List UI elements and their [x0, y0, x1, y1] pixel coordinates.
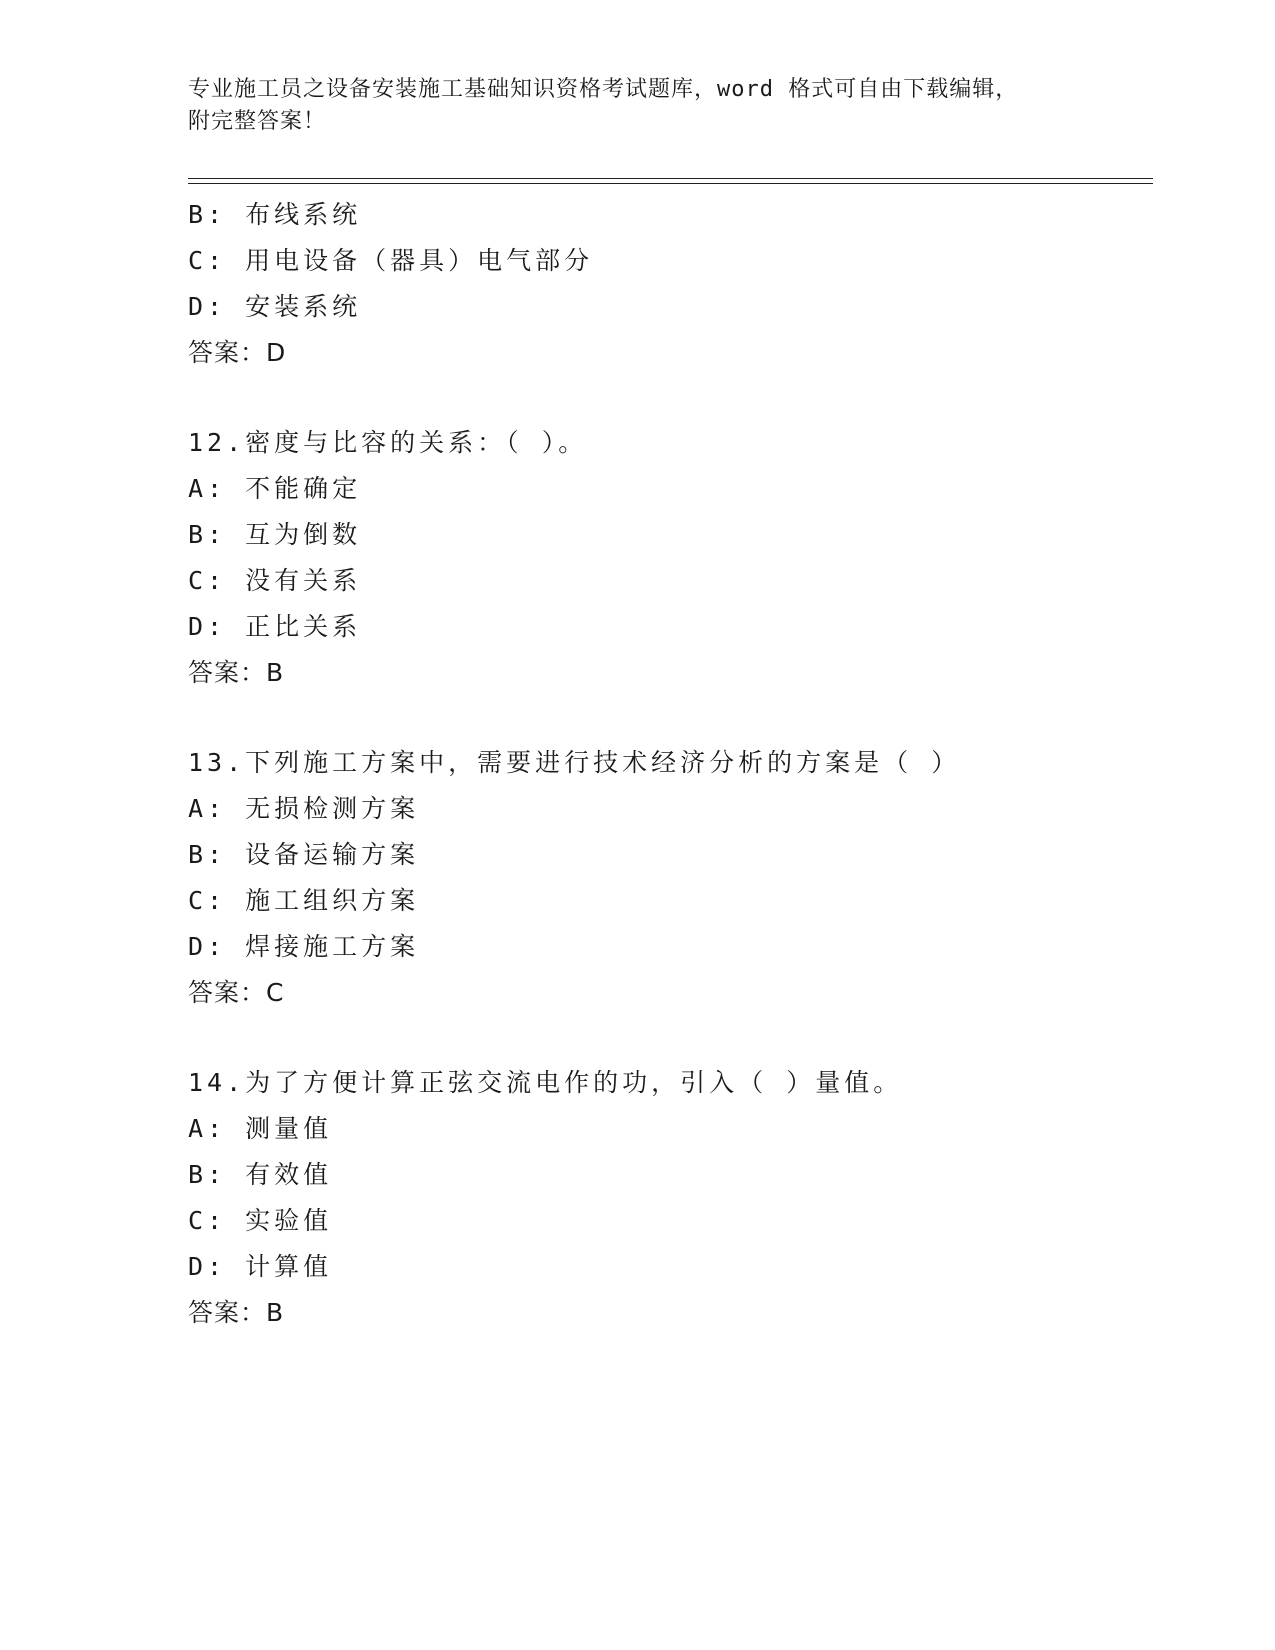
question-stem: 12.密度与比容的关系：（ ）。 — [188, 428, 588, 457]
question-13 — [188, 740, 1148, 1016]
option-b: B: 有效值 — [188, 1160, 333, 1189]
question-stem: 14.为了方便计算正弦交流电作的功，引入（ ）量值。 — [188, 1068, 903, 1097]
question-fragment — [188, 192, 1148, 376]
option-d: D: 计算值 — [188, 1252, 333, 1281]
option-c: C: 没有关系 — [188, 566, 362, 595]
header-line-2: 附完整答案！ — [188, 109, 327, 134]
answer: 答案：B — [188, 1298, 285, 1327]
option-c: C: 实验值 — [188, 1206, 333, 1235]
header-line-1: 专业施工员之设备安装施工基础知识资格考试题库，word 格式可自由下载编辑， — [188, 77, 1019, 102]
option-b: B: 布线系统 — [188, 200, 362, 229]
option-c: C: 施工组织方案 — [188, 886, 420, 915]
header-divider-bottom — [188, 183, 1153, 184]
question-list — [188, 192, 1148, 1336]
answer: 答案：B — [188, 658, 285, 687]
answer: 答案：C — [188, 978, 285, 1007]
question-14 — [188, 1060, 1148, 1336]
document-header — [188, 74, 1088, 138]
option-a: A: 不能确定 — [188, 474, 362, 503]
option-b: B: 互为倒数 — [188, 520, 362, 549]
header-divider-top — [188, 178, 1153, 179]
option-d: D: 安装系统 — [188, 292, 362, 321]
question-stem: 13.下列施工方案中，需要进行技术经济分析的方案是（ ） — [188, 748, 961, 777]
option-d: D: 焊接施工方案 — [188, 932, 420, 961]
option-d: D: 正比关系 — [188, 612, 362, 641]
option-a: A: 无损检测方案 — [188, 794, 420, 823]
option-a: A: 测量值 — [188, 1114, 333, 1143]
option-b: B: 设备运输方案 — [188, 840, 420, 869]
answer: 答案：D — [188, 338, 287, 367]
question-12 — [188, 420, 1148, 696]
option-c: C: 用电设备（器具）电气部分 — [188, 246, 594, 275]
